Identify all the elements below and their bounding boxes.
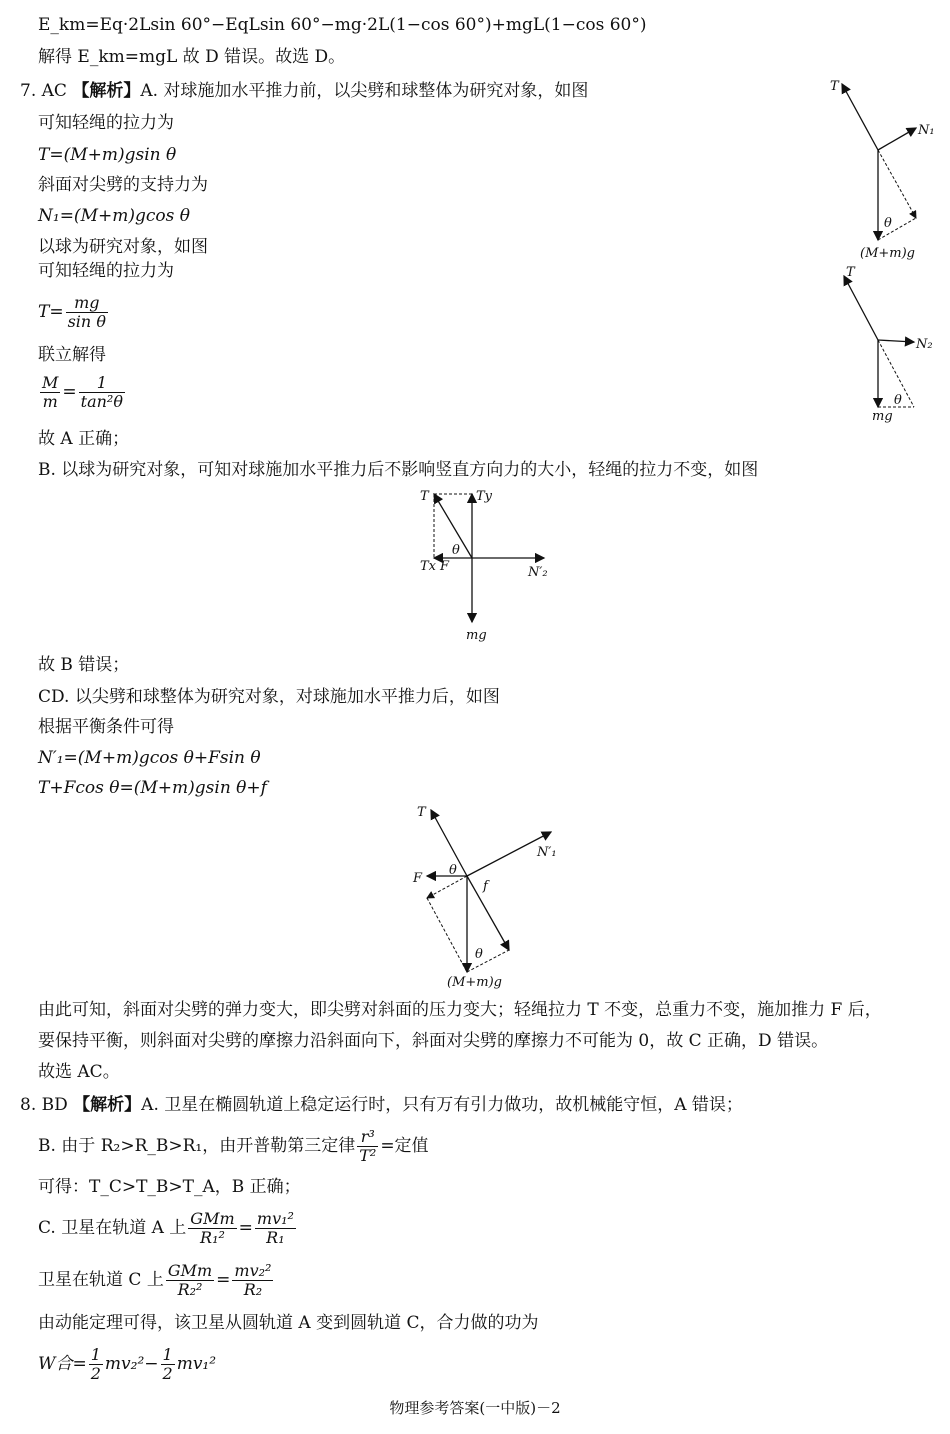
q7-eq-T-frac — [38, 294, 110, 331]
label-T: T — [830, 79, 839, 94]
friction-arrow — [467, 876, 509, 950]
equals: = — [216, 1270, 231, 1290]
q7-b-text: B. 以球为研究对象，可知对球施加水平推力后不影响竖直方向力的大小，轻绳的拉力不变，如图 — [38, 460, 759, 480]
numerator: mg — [66, 294, 108, 313]
term-1: mv₂²− — [104, 1354, 159, 1374]
label-N1: N₁ — [918, 123, 935, 138]
q7-line7: 联立解得 — [38, 345, 106, 365]
label-T: T — [420, 489, 429, 504]
dashed-component — [427, 876, 467, 898]
q7-line5: 以球为研究对象，如图 — [38, 237, 208, 257]
equation-ekm: E_km=Eq·2Lsin 60°−EqLsin 60°−mg·2L(1−cos 60°)+mgL(1−cos 60°) — [38, 15, 647, 35]
figure-force-diagram-4 — [405, 800, 570, 995]
figure-force-diagram-3 — [410, 484, 560, 644]
normal-arrow — [878, 340, 914, 342]
q7-a-intro: A. 对球施加水平推力前，以尖劈和球整体为研究对象，如图 — [140, 81, 589, 101]
lhs: T= — [38, 302, 64, 322]
q8-b-result: 可得：T_C>T_B>T_A，B 正确； — [38, 1177, 301, 1197]
q7-cd-text: CD. 以尖劈和球整体为研究对象，对球施加水平推力后，如图 — [38, 687, 500, 707]
q8-work-equation — [38, 1346, 216, 1383]
centripetal-fraction-2 — [232, 1262, 273, 1299]
q7-eq-T: T=(M+m)gsin θ — [38, 145, 177, 165]
gravity-fraction-2 — [166, 1262, 214, 1299]
denominator: sin θ — [67, 312, 106, 331]
label-f: f — [483, 879, 488, 894]
label-weight: mg — [872, 409, 893, 424]
q7-cd-eq2: T+Fcos θ=(M+m)gsin θ+f — [38, 778, 267, 798]
q7-header — [20, 80, 588, 102]
numerator: mv₂² — [234, 1261, 272, 1280]
label-N2: N₂ — [916, 337, 933, 352]
figure-force-diagram-1 — [820, 72, 940, 267]
c-prefix: C. 卫星在轨道 A 上 — [38, 1218, 187, 1238]
numerator: 1 — [90, 1345, 101, 1364]
q7-tag: 【解析】 — [72, 81, 141, 101]
denominator: R₂ — [243, 1280, 263, 1299]
q7-number: 7. — [20, 81, 37, 101]
fraction-lhs — [40, 374, 60, 411]
kepler-fraction — [357, 1128, 378, 1165]
dashed-line — [427, 898, 467, 972]
label-theta: θ — [884, 216, 892, 231]
q7-cd-line1: 根据平衡条件可得 — [38, 717, 174, 737]
q7-cd-para2: 要保持平衡，则斜面对尖劈的摩擦力沿斜面向下，斜面对尖劈的摩擦力不可能为 0，故 C 正确，D 错误。 — [38, 1031, 829, 1051]
c2-prefix: 卫星在轨道 C 上 — [38, 1270, 164, 1290]
label-weight: mg — [466, 628, 487, 643]
numerator: M — [42, 373, 59, 392]
tension-arrow — [844, 276, 878, 340]
q8-ke-text: 由动能定理可得，该卫星从圆轨道 A 变到圆轨道 C，合力做的功为 — [38, 1313, 539, 1333]
equals: = — [62, 382, 77, 402]
q8-answer: BD — [41, 1095, 68, 1115]
label-weight: (M+m)g — [447, 975, 502, 990]
page-footer: 物理参考答案(一中版)－2 — [389, 1399, 561, 1417]
conclusion-d: 解得 E_km=mgL 故 D 错误。故选 D。 — [38, 47, 346, 67]
label-Ty: Ty — [476, 489, 493, 504]
dashed-line-2 — [467, 950, 509, 972]
label-theta: θ — [894, 393, 902, 408]
q7-eq-N1: N₁=(M+m)gcos θ — [38, 206, 190, 226]
q8-tag: 【解析】 — [73, 1095, 142, 1115]
label-N1p: N′₁ — [537, 845, 557, 860]
fraction-rhs — [79, 374, 125, 411]
label-weight: (M+m)g — [860, 246, 915, 261]
label-theta-2: θ — [475, 947, 483, 962]
denominator: R₁² — [200, 1228, 225, 1247]
q8-b-line — [38, 1128, 429, 1165]
denominator: R₁ — [266, 1228, 285, 1247]
dashed-component — [878, 150, 916, 218]
figure-force-diagram-2 — [836, 262, 940, 427]
gravity-fraction — [188, 1210, 236, 1247]
lhs: W合= — [38, 1354, 87, 1374]
label-F: F — [440, 559, 450, 574]
centripetal-fraction — [255, 1210, 296, 1247]
label-Tx: Tx — [420, 559, 437, 574]
label-T: T — [417, 805, 426, 820]
denominator: m — [42, 392, 58, 411]
q7-b-conclusion: 故 B 错误； — [38, 655, 130, 675]
q7-eq-ratio — [38, 374, 127, 411]
q8-header — [20, 1094, 743, 1116]
numerator: GMm — [190, 1209, 235, 1228]
numerator: 1 — [162, 1345, 173, 1364]
q7-line3: 斜面对尖劈的支持力为 — [38, 175, 208, 195]
half-2 — [161, 1346, 175, 1383]
q7-line8: 故 A 正确； — [38, 429, 130, 449]
equals: = — [238, 1218, 253, 1238]
numerator: r³ — [357, 1128, 378, 1147]
denominator: 2 — [162, 1364, 173, 1383]
q7-answer: AC — [41, 81, 67, 101]
label-F: F — [413, 871, 423, 886]
denominator: 2 — [90, 1364, 101, 1383]
b-suffix: =定值 — [380, 1136, 429, 1156]
label-theta: θ — [452, 543, 460, 558]
tension-arrow — [842, 84, 878, 150]
fraction — [66, 294, 108, 331]
denominator: tan²θ — [80, 392, 123, 411]
q8-a-text: A. 卫星在椭圆轨道上稳定运行时，只有万有引力做功，故机械能守恒，A 错误； — [141, 1095, 743, 1115]
half-1 — [89, 1346, 103, 1383]
numerator: mv₁² — [256, 1209, 294, 1228]
term-2: mv₁² — [176, 1354, 217, 1374]
q7-cd-eq1: N′₁=(M+m)gcos θ+Fsin θ — [38, 748, 261, 768]
denominator: T² — [359, 1146, 377, 1165]
label-T: T — [846, 265, 855, 280]
b-prefix: B. 由于 R₂>R_B>R₁，由开普勒第三定律 — [38, 1136, 356, 1156]
label-theta-1: θ — [449, 863, 457, 878]
q8-c2-line — [38, 1262, 275, 1299]
q7-cd-para1: 由此可知，斜面对尖劈的弹力变大，即尖劈对斜面的压力变大；轻绳拉力 T 不变，总重力不变，施加推力 F 后， — [38, 1000, 882, 1020]
q7-cd-para3: 故选 AC。 — [38, 1062, 120, 1082]
numerator: 1 — [79, 374, 125, 393]
q8-c-line — [38, 1210, 298, 1247]
q7-line6: 可知轻绳的拉力为 — [38, 261, 174, 281]
numerator: GMm — [167, 1261, 213, 1280]
normal-arrow — [878, 128, 916, 150]
q8-number: 8. — [20, 1095, 37, 1115]
denominator: R₂² — [177, 1280, 203, 1299]
label-N2p: N′₂ — [528, 565, 548, 580]
q7-line1: 可知轻绳的拉力为 — [38, 113, 174, 133]
